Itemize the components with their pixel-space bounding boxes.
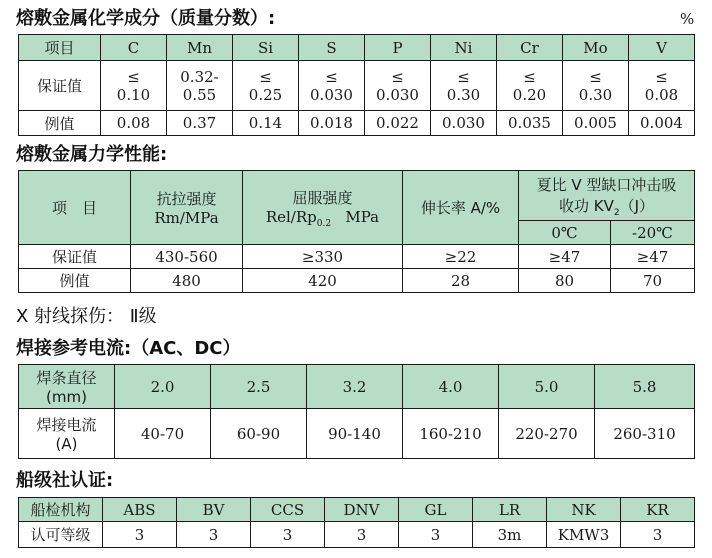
current-diameter-value: 5.0 [499,365,595,409]
chem-example-value: 0.14 [233,111,299,136]
chem-guarantee-bottom: 0.030 [376,85,419,104]
class-grade-value: 3 [177,522,251,548]
mech-yield-label: 屈服强度 [292,188,353,207]
chem-header-c: C [101,35,167,61]
mech-impact-unit [519,195,694,218]
current-table [18,364,695,459]
mech-example-label: 例值 [19,269,131,293]
class-org-ccs: CCS [251,498,325,522]
class-grade-value: 3 [251,522,325,548]
chem-header-mn: Mn [167,35,233,61]
chem-guarantee-bottom: 0.25 [248,85,283,104]
current-diameter-value: 2.0 [115,365,211,409]
class-org-abs: ABS [103,498,177,522]
mech-title: 熔敷金属力学性能: [16,144,168,165]
mech-table [18,170,695,293]
mech-guarantee-value: ≥330 [243,245,403,269]
current-amp-value: 60-90 [211,409,307,459]
current-amp-value: 90-140 [307,409,403,459]
current-diameter-value: 4.0 [403,365,499,409]
class-org-bv: BV [177,498,251,522]
chem-guarantee-top: ≤ [523,67,536,86]
chem-guarantee-bottom: 0.30 [446,85,481,104]
mech-example-value: 480 [131,269,243,293]
class-grade-value: 3 [325,522,399,548]
chem-guarantee-cell [365,61,431,111]
chem-header-v: V [629,35,695,61]
class-grade-value: 3 [399,522,473,548]
current-diameter-label [19,365,115,409]
mech-guarantee-label: 保证值 [19,245,131,269]
current-amp-value: 160-210 [403,409,499,459]
current-title: 焊接参考电流:（AC、DC） [16,338,241,359]
chem-guarantee-bottom: 0.55 [182,85,217,104]
current-amp-value: 40-70 [115,409,211,459]
chem-unit: % [680,10,695,28]
chem-guarantee-cell [629,61,695,111]
chem-header-ni: Ni [431,35,497,61]
chem-guarantee-bottom: 0.10 [116,85,151,104]
chem-title: 熔敷金属化学成分（质量分数）: [16,8,276,29]
xray-line: X 射线探伤： Ⅱ级 [16,306,157,327]
chem-guarantee-top: ≤ [655,67,668,86]
chem-guarantee-label: 保证值 [19,61,101,111]
mech-guarantee-value: ≥22 [403,245,519,269]
mech-header-item: 项 目 [19,171,131,245]
current-diameter-label-text: 焊条直径 [36,369,97,387]
chem-guarantee-cell [563,61,629,111]
chem-guarantee-cell [233,61,299,111]
chem-guarantee-bottom: 0.20 [512,85,547,104]
class-org-label: 船检机构 [19,498,103,522]
chem-guarantee-cell [101,61,167,111]
mech-example-value: 28 [403,269,519,293]
chem-guarantee-top: ≤ [259,67,272,86]
chem-header-s: S [299,35,365,61]
current-amp-label [19,409,115,459]
chem-table [18,34,695,136]
chem-guarantee-bottom: 0.30 [578,85,613,104]
chem-example-label: 例值 [19,111,101,136]
class-grade-value: 3 [621,522,695,548]
mech-example-value: 80 [519,269,611,293]
chem-guarantee-top: ≤ [127,67,140,86]
mech-guarantee-value: 430-560 [131,245,243,269]
chem-guarantee-top: ≤ [391,67,404,86]
mech-header-impact [519,171,695,221]
chem-example-value: 0.08 [101,111,167,136]
mech-impact-label: 夏比 V 型缺口冲击吸 [536,175,677,194]
class-grade-value: 3m [473,522,547,548]
mech-header-tensile [131,171,243,245]
mech-header-temp-0: 0℃ [519,221,611,245]
mech-yield-mpa: MPa [345,207,380,226]
mech-guarantee-value: ≥47 [519,245,611,269]
chem-guarantee-top: ≤ [589,67,602,86]
mech-yield-symbol: Rel/Rp [265,207,317,226]
chem-guarantee-bottom: 0.08 [644,85,679,104]
chem-guarantee-cell [497,61,563,111]
class-org-kr: KR [621,498,695,522]
current-diameter-value: 5.8 [595,365,695,409]
current-diameter-value: 3.2 [307,365,403,409]
mech-example-value: 70 [611,269,695,293]
chem-example-value: 0.030 [431,111,497,136]
current-diameter-value: 2.5 [211,365,307,409]
chem-guarantee-top: ≤ [457,67,470,86]
chem-example-value: 0.005 [563,111,629,136]
mech-impact-j: （J） [619,196,655,215]
chem-guarantee-top: ≤ [325,67,338,86]
chem-example-value: 0.018 [299,111,365,136]
mech-example-value: 420 [243,269,403,293]
current-amp-label-text: 焊接电流 [36,416,97,434]
class-org-nk: NK [547,498,621,522]
class-grade-value: 3 [103,522,177,548]
chem-header-cr: Cr [497,35,563,61]
mech-header-elongation: 伸长率 A/% [403,171,519,245]
chem-guarantee-cell [299,61,365,111]
chem-example-value: 0.022 [365,111,431,136]
chem-header-p: P [365,35,431,61]
mech-guarantee-value: ≥47 [611,245,695,269]
class-org-dnv: DNV [325,498,399,522]
current-diameter-label-unit: (mm) [46,388,87,406]
current-amp-value: 220-270 [499,409,595,459]
current-amp-label-unit: (A) [55,435,78,453]
chem-header-mo: Mo [563,35,629,61]
chem-guarantee-cell [431,61,497,111]
class-table [18,497,695,548]
chem-header-item: 项目 [19,35,101,61]
chem-example-value: 0.035 [497,111,563,136]
mech-yield-subscript: 0.2 [316,218,332,229]
class-grade-value: KMW3 [547,522,621,548]
class-org-gl: GL [399,498,473,522]
mech-header-yield [243,171,403,245]
chem-guarantee-bottom: 0.030 [310,85,353,104]
mech-header-temp-minus20: -20℃ [611,221,695,245]
mech-impact-subscript: 2 [613,207,620,218]
class-grade-label: 认可等级 [19,522,103,548]
current-amp-value: 260-310 [595,409,695,459]
chem-header-si: Si [233,35,299,61]
chem-example-value: 0.37 [167,111,233,136]
chem-guarantee-top: 0.32- [180,67,219,86]
chem-example-value: 0.004 [629,111,695,136]
mech-impact-kv: 收功 KV [558,196,614,215]
mech-yield-unit [243,208,402,229]
chem-guarantee-cell [167,61,233,111]
mech-tensile-unit: Rm/MPa [154,209,219,227]
mech-tensile-label: 抗拉强度 [156,190,217,208]
class-org-lr: LR [473,498,547,522]
class-title: 船级社认证: [16,470,114,491]
